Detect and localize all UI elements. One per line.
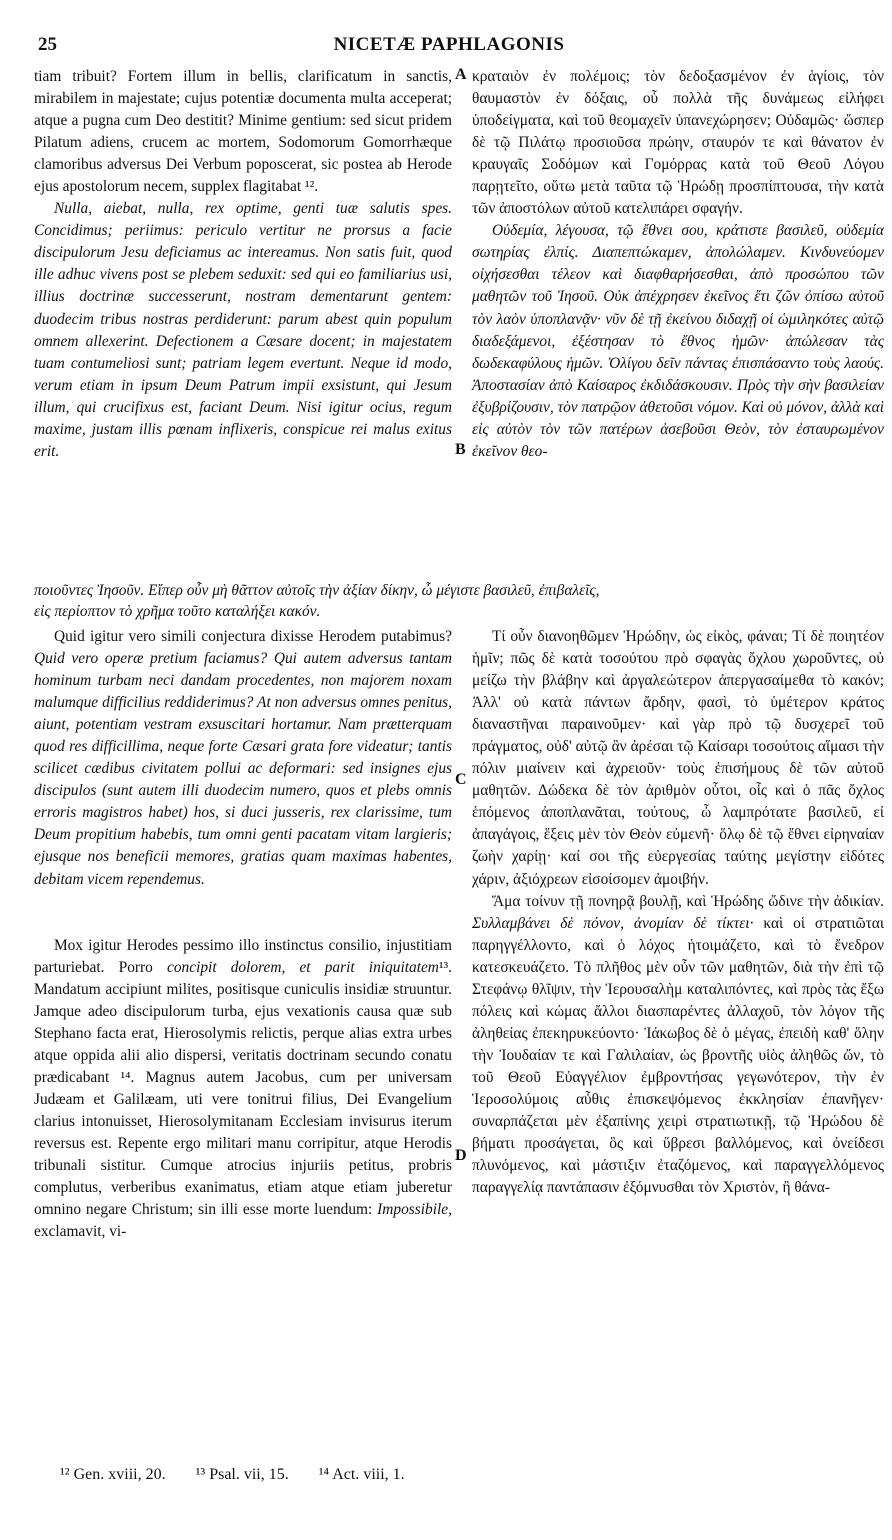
greek-column-upper bbox=[472, 66, 884, 463]
latin-paragraph-4-body: ¹³. Mandatum accipiunt milites, positisque cuniculis insidiæ struuntur. Jamque adeo discipulorum turba, ejus vexationis causa quæ sub Stephano facta erat, Hierosolymis relictis, perque alias extra urbes atque oppida alii alio dispersi, veritatis doctrinam secundo conatu prædicabant ¹⁴. Magnus autem Jacobus, cum per universam Judæam et Galilæam, uti vere tonitrui filius, Dei Evangelium clarius intonuisset, Hierosolymitanam Ecclesiam invisurus iterum reversus est. Repente ergo militari manu corripitur, atque Herodis tribunali sistitur. Cumque atrocius injuriis petitus, probris complutus, verberibus exanimatus, etiam atque etiam juberetur omnino negare Christum; sin illi esse morte luendum: bbox=[34, 958, 452, 1219]
latin-column-lower bbox=[34, 626, 452, 1243]
latin-paragraph-2: Nulla, aiebat, nulla, rex optime, genti tuæ salutis spes. Concidimus; periimus: periculo vertitur ne prorsus a facie discipulorum Jesu deficiamus ac intereamus. Non satis fuit, quod ille adhuc vivens post se plebem seduxit: sed qui eo familiarius usi, illius doctrinæ successerunt, nostram dementarunt gentem: duodecim tribus nostras perdiderunt: parum abest quin populum omnem allexerint. Defectionem a Cæsare docent; in majestatem tuam contumeliosi sunt; patriam legem evertunt. Neque id modo, verum etiam in ipsum Deum Patrum impii exsistunt, qui Jesum illum, qui crucifixus est, faciant Deum. Nisi igitur ocius, regum maxime, justam illis pœnam inflixeris, conspicue rei malus exitus erit. bbox=[34, 200, 452, 460]
latin-paragraph-4-quote-2: Impossibile, bbox=[377, 1201, 452, 1219]
page-header bbox=[24, 34, 874, 60]
latin-paragraph-4-start: Mox igitur Herodes pessimo illo instinctus consilio, injustitiam parturiebat. Porro bbox=[34, 936, 452, 976]
latin-paragraph-3-question: Quid igitur vero simili conjectura dixisse Herodem putabimus? bbox=[54, 628, 452, 645]
latin-paragraph-4-quote: concipit dolorem, et parit iniquitatem bbox=[167, 958, 439, 976]
page-number: 25 bbox=[38, 34, 57, 55]
greek-span-line-2: εἰς περίοπτον τὸ χρῆμα τοῦτο καταλήξει κακόν. bbox=[34, 603, 321, 620]
latin-paragraph-4 bbox=[34, 935, 452, 1244]
footnote-14: ¹⁴ Act. viii, 1. bbox=[318, 1466, 405, 1483]
greek-paragraph-4-quote: Συλλαμβάνει δὲ πόνον, ἀνομίαν δὲ τίκτει· bbox=[472, 914, 754, 932]
running-title: NICETÆ PAPHLAGONIS bbox=[333, 34, 565, 55]
greek-span-line-1: ποιοῦντες Ἰησοῦν. Εἴπερ οὖν μὴ θᾶττον αὐτοῖς τὴν ἀξίαν δίκην, ὦ μέγιστε βασιλεῦ, ἐπιβαλεῖς, bbox=[34, 582, 600, 599]
greek-paragraph-1: κραταιὸν ἐν πολέμοις; τὸν δεδοξασμένον ἐν ἁγίοις, τὸν θαυμαστὸν ἐν δόξαις, οὗ πολλὰ τῆς δυνάμεως εἰλήφει ὑποδείγματα, καὶ τοῦ θεομαχεῖν ὑπανεχώρησεν; Οὐδαμῶς· ὥσπερ δὲ τῷ Πιλάτῳ προσιοῦσα πρώην, σταυρόν τε καὶ θάνατον ἐν κραυγαῖς Σοδόμων καὶ Γομόρρας κατὰ τοῦ Θεοῦ Λόγου παρῃτεῖτο, οὕτω μετὰ ταῦτα τῷ Ἡρώδῃ προσπίπτουσα, τὴν κατὰ τῶν ἀποστόλων αὐτοῦ κατελιπάρει σφαγήν. bbox=[472, 68, 884, 218]
section-marker-a: A bbox=[455, 66, 467, 83]
latin-column-upper bbox=[34, 66, 452, 463]
footnotes bbox=[60, 1466, 431, 1484]
footnote-12: ¹² Gen. xviii, 20. bbox=[60, 1466, 166, 1483]
footnote-13: ¹³ Psal. vii, 15. bbox=[195, 1466, 289, 1483]
section-marker-d: D bbox=[455, 1147, 467, 1164]
greek-paragraph-2: Οὐδεμία, λέγουσα, τῷ ἔθνει σου, κράτιστε βασιλεῦ, οὐδεμία σωτηρίας ἐλπίς. Διαπεπτώκαμεν, ἀπολώλαμεν. Κινδυνεύομεν οἰχήσεσθαι τέλεον καὶ διαφθαρήσεσθαι, ἀπὸ προσώπου τῶν μαθητῶν τοῦ Ἰησοῦ. Οὐκ ἀπέχρησεν ἐκεῖνος ἔτι ζῶν ὀπίσω αὐτοῦ τὸν λαὸν ὑποπλανᾷν· νῦν δὲ τῇ ἐκείνου διδαχῇ οἱ ὡμιληκότες αὐτῷ διαδεξάμενοι, ἐξέστησαν τὸ ἔθνος ἡμῶν· ἀπώλεσαν τὰς δωδεκαφύλους ἡμῶν. Ὀλίγου δεῖν πάντας ἐπισπάσαντο τοὺς λαούς. Ἀποστασίαν ἀπὸ Καίσαρος ἐκδιδάσκουσιν. Πρὸς τὴν σὴν βασιλείαν ἐξυβρίζουσιν, τὸν πατρῷον ἀθετοῦσι νόμον. Καὶ οὐ μόνον, ἀλλὰ καὶ εἰς αὐτὸν τὸν τῶν πατέρων ἀσεβοῦσι Θεὸν, τὸν ἐσταυρωμένον ἐκεῖνον θεο- bbox=[472, 222, 884, 460]
section-marker-c: C bbox=[455, 771, 467, 788]
latin-paragraph-1: tiam tribuit? Fortem illum in bellis, clarificatum in sanctis, mirabilem in majestate; cujus potentiæ documenta multa acceperat; atque a pugna cum Deo destitit? Minime gentium: sed sicut pridem Pilatum adiens, crucem ac mortem, Sodomorum Gomorrhæque clamoribus adversus Dei Verbum poposcerat, sic postea ab Herode ejus apostolorum necem, supplex flagitabat ¹². bbox=[34, 68, 452, 196]
latin-paragraph-3-speech: Quid vero operæ pretium faciamus? Qui autem adversus tantam hominum turbam neci dandam procedentes, non majorem noxam malumque difficilius reddiderimus? At non adversus omnes penitus, aiunt, potentiam vestram exsuscitari hortamur. Nam prætterquam quod res difficillima, neque forte Cæsari grata fore videatur; tantis scilicet cædibus civitatem pollui ac deformari: sed insignes ejus discipulos (sunt autem illi duodecim numero, quos et plebs omnis erroris magistros habet) hos, si duci jusseris, rex clarissime, tum Deum propitium habebis, tum omni genti pacatam vitam largieris; ejusque nos beneficii memores, gratias quam maximas habentes, debitam vicem rependemus. bbox=[34, 650, 452, 888]
greek-paragraph-3: Τί οὖν διανοηθῶμεν Ἡρώδην, ὡς εἰκὸς, φάναι; Τί δὲ ποιητέον ἡμῖν; πῶς δὲ κατὰ τοσούτου πρὸ σφαγὰς ὄχλου χωροῦντες, οὐ μείζω τὴν βλάβην καὶ ἀργαλεώτερον ἀπεργασαίμεθα τὸ κακόν; Ἀλλ' οὐ κατὰ πάντων ἄρδην, φασὶ, τὸ ὑμέτερον κράτος διαναστῆναι παραινοῦμεν· καὶ γὰρ πρὸ τῷ δυσχερεῖ τοῦ πράγματος, οὐδ' αὐτῷ ἂν ἀρέσαι τῷ Καίσαρι τοσούτοις αἵμασι τὴν πόλιν μιαίνειν καὶ ἀχρειοῦν· τοὺς ἐπισήμους δὲ τῶν αὐτοῦ μαθητῶν. Δώδεκα δὲ τὸν ἀριθμὸν οὗτοι, οἷς καὶ ὁ πᾶς ὄχλος ἑπόμενος ἀποπλανᾶται, τούτους, ὦ λαμπρότατε βασιλεῦ, εἰ ἀπαγάγοις, ἕξεις μὲν τὸν Θεὸν εὐμενῆ· ὅλῳ δὲ τῷ ἔθνει εἰρηναίαν ζωὴν χαρίῃ· καί σοι τῆς εὐεργεσίας ταύτης μεγίστην εἰδότες χάριν, ἀξιόχρεων εἰσοίσομεν ἀμοιβήν. bbox=[472, 628, 884, 888]
greek-paragraph-4-start: Ἅμα τοίνυν τῇ πονηρᾷ βουλῇ, καὶ Ἡρώδης ὤδινε τὴν ἀδικίαν. bbox=[492, 892, 884, 910]
latin-paragraph-3 bbox=[34, 626, 452, 891]
section-marker-b: B bbox=[455, 441, 466, 458]
greek-column-lower bbox=[472, 626, 884, 1199]
greek-paragraph-4-body: καὶ οἱ στρατιῶται παρηγγέλλοντο, καὶ ὁ λόχος ἡτοιμάζετο, καὶ τὸ ἔνεδρον κατεσκευάζετο. Τὸ πλῆθος μὲν οὖν τῶν μαθητῶν, διὰ τὴν ἐπὶ τῷ Στεφάνῳ θλῖψιν, τὴν Ἱερουσαλὴμ καταλιπόντες, καὶ πρὸς τὰς ἔξω πόλεις καὶ κώμας ἄλλοι διασπαρέντες ἀλλαχοῦ, τὸν λόγον τῆς ἀληθείας ἐπεκηρυκεύοντο· Ἰάκωβος δὲ ὁ μέγας, ἐπειδὴ καθ' ὅλην τὴν Ἰουδαίαν τε καὶ Γαλιλαίαν, ὡς βροντῆς υἱὸς ἀληθῶς ὤν, τὸ τοῦ Θεοῦ Εὐαγγέλιον ἐμβροντήσας γεγωνότερον, τὴν ἐν Ἱεροσολύμοις αὖθις ἐπισκεψόμενος ἐκκλησίαν ἐπανῆγεν· συναρπάζεται μὲν ἐξαπίνης χειρὶ στρατιωτικῇ, τῷ Ἡρώδου δὲ βήματι προσάγεται, ὃς καὶ ὕβρεσι βαλλόμενος, καὶ ὀνείδεσι πλυνόμενος, καὶ μάστιξιν ἐταζόμενος, καὶ παραγγελλόμενος παραγγελίᾳ παντάπασιν ἐξόμνυσθαι τὸν Χριστὸν, ἢ θάνα- bbox=[472, 914, 884, 1197]
greek-paragraph-4 bbox=[472, 891, 884, 1200]
latin-paragraph-4-end: exclamavit, vi- bbox=[34, 1223, 127, 1241]
greek-spanning-lines bbox=[34, 580, 884, 622]
